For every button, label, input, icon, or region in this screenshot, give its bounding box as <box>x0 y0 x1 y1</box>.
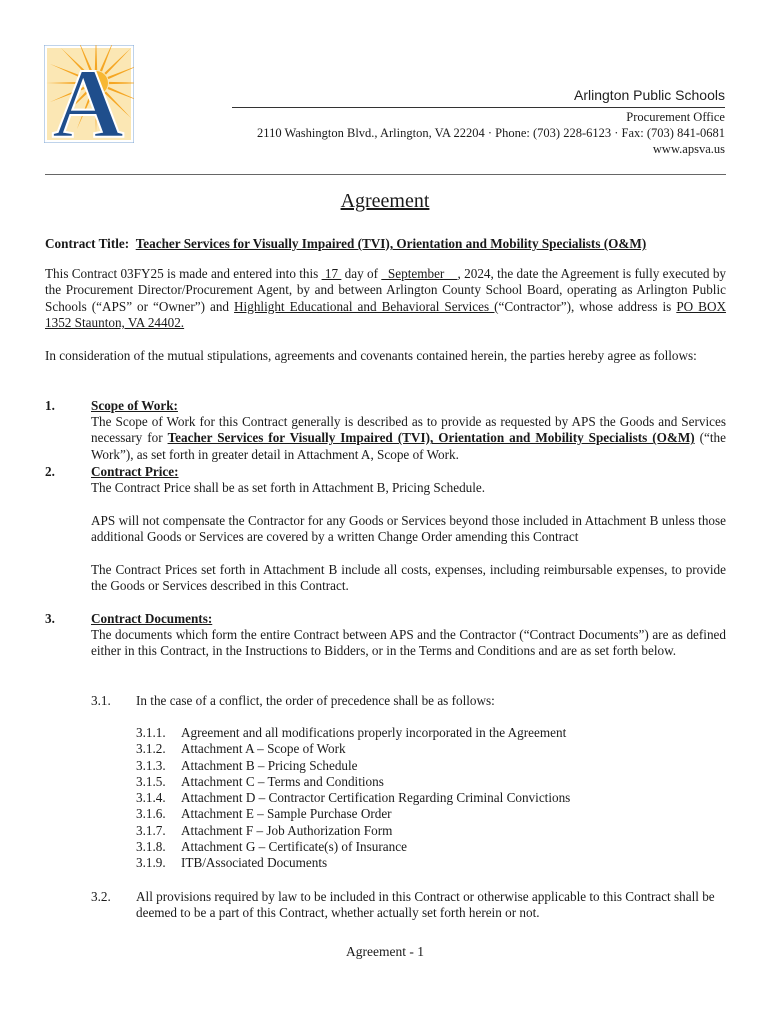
intro-contractor: Highlight Educational and Behavioral Services ( <box>234 298 499 314</box>
list-item-number: 3.1.2. <box>136 741 166 757</box>
intro-text-2: day of <box>341 266 382 281</box>
list-item-text: Attachment B – Pricing Schedule <box>181 757 358 773</box>
section-2-para-2: APS will not compensate the Contractor for any Goods or Services beyond those included in Attachment B unless those additional Goods or Services are covered by a written Change Order amending this Contract <box>91 513 726 545</box>
list-item-text: Attachment A – Scope of Work <box>181 741 346 757</box>
section-3-number: 3. <box>45 611 55 626</box>
list-item <box>136 839 570 855</box>
section-2-number: 2. <box>45 464 55 479</box>
list-item <box>136 823 570 839</box>
list-item-number: 3.1.1. <box>136 725 166 740</box>
section-1-heading: Scope of Work: <box>91 398 178 413</box>
list-item <box>136 725 570 741</box>
precedence-list <box>136 725 570 872</box>
intro-month: September <box>381 266 458 281</box>
list-item-number: 3.1.6. <box>136 806 166 822</box>
aps-logo <box>44 45 134 143</box>
section-3-heading: Contract Documents: <box>91 611 213 626</box>
intro-text-3: , 2024, the date the Agreement is fully executed by the Procurement Director/Procurement Agent, by and between Arlington County School Board, operating as Arlington Public Schools (“APS” or “Owner”) and <box>45 266 727 314</box>
list-item <box>136 758 570 774</box>
list-item-number: 3.1.8. <box>136 839 166 855</box>
section-2-heading: Contract Price: <box>91 464 179 479</box>
list-item-text: Attachment F – Job Authorization Form <box>181 822 393 838</box>
list-item-number: 3.1.9. <box>136 855 166 871</box>
intro-text-4: “Contractor”), whose address is <box>498 298 677 314</box>
section-1-body <box>91 414 726 463</box>
intro-paragraph <box>45 266 726 331</box>
document-title: Agreement <box>340 190 430 212</box>
list-item <box>136 806 570 822</box>
website-link[interactable]: www.apsva.us <box>652 142 725 156</box>
list-item-text: Agreement and all modifications properly incorporated in the Agreement <box>181 725 567 740</box>
section-2-para-3: The Contract Prices set forth in Attachment B include all costs, expenses, including reimbursable expenses, to provide the Goods or Services described in this Contract. <box>91 562 726 594</box>
list-item-text: ITB/Associated Documents <box>181 855 328 871</box>
contract-title-label: Contract Title: <box>45 236 130 251</box>
logo-letter: A <box>51 48 125 143</box>
intro-day: 17 <box>321 266 342 281</box>
section-1-body-bold: Teacher Services for Visually Impaired (TVI), Orientation and Mobility Specialists (O&M) <box>167 430 695 446</box>
contract-title: Teacher Services for Visually Impaired (TVI), Orientation and Mobility Specialists (O&M) <box>135 236 647 251</box>
section-3-body: The documents which form the entire Contract between APS and the Contractor (“Contract Documents”) are as defined either in this Contract, in the Instructions to Bidders, or in the Terms and Conditions and are as set forth below. <box>91 627 726 659</box>
intro-address: PO BOX 1352 Staunton, VA 24402. <box>45 298 727 330</box>
list-item <box>136 774 570 790</box>
consideration-paragraph: In consideration of the mutual stipulations, agreements and covenants contained herein, the parties hereby agree as follows: <box>45 348 697 363</box>
list-item-number: 3.1.4. <box>136 790 166 806</box>
list-item-number: 3.1.7. <box>136 822 166 838</box>
office-address: 2110 Washington Blvd., Arlington, VA 22204 · Phone: (703) 228-6123 · Fax: (703) 841-0681 <box>257 126 725 140</box>
list-item-text: Attachment G – Certificate(s) of Insurance <box>181 839 407 855</box>
list-item-text: Attachment E – Sample Purchase Order <box>181 806 392 822</box>
list-item-number: 3.1.3. <box>136 757 166 773</box>
subsection-3-1-text: In the case of a conflict, the order of precedence shall be as follows: <box>136 693 495 708</box>
section-1-body-b: (“the Work”), as set forth in greater detail in Attachment A, Scope of Work. <box>91 430 727 462</box>
section-1-number: 1. <box>45 398 55 413</box>
list-item <box>136 790 570 806</box>
subsection-3-2-number: 3.2. <box>91 889 111 904</box>
subsection-3-1-number: 3.1. <box>91 693 111 708</box>
list-item-text: Attachment D – Contractor Certification Regarding Criminal Convictions <box>181 790 571 806</box>
org-name: Arlington Public Schools <box>574 87 725 103</box>
header-rule <box>232 107 725 108</box>
subsection-3-2-text: All provisions required by law to be included in this Contract or otherwise applicable to this Contract shall be deemed to be a part of this Contract, whether actually set forth herein or not. <box>136 889 715 921</box>
list-item <box>136 855 570 871</box>
page-footer: Agreement - 1 <box>346 944 424 959</box>
main-rule <box>45 174 726 175</box>
contract-title-line <box>45 236 735 252</box>
list-item-number: 3.1.5. <box>136 773 166 789</box>
list-item <box>136 741 570 757</box>
section-2-para-1: The Contract Price shall be as set forth in Attachment B, Pricing Schedule. <box>91 480 486 495</box>
intro-text-1: This Contract 03FY25 is made and entered into this <box>45 266 322 281</box>
list-item-text: Attachment C – Terms and Conditions <box>181 773 384 789</box>
office-name: Procurement Office <box>626 110 725 124</box>
section-1-body-a: The Scope of Work for this Contract generally is described as to provide as requested by APS the Goods and Services necessary for <box>91 414 726 446</box>
